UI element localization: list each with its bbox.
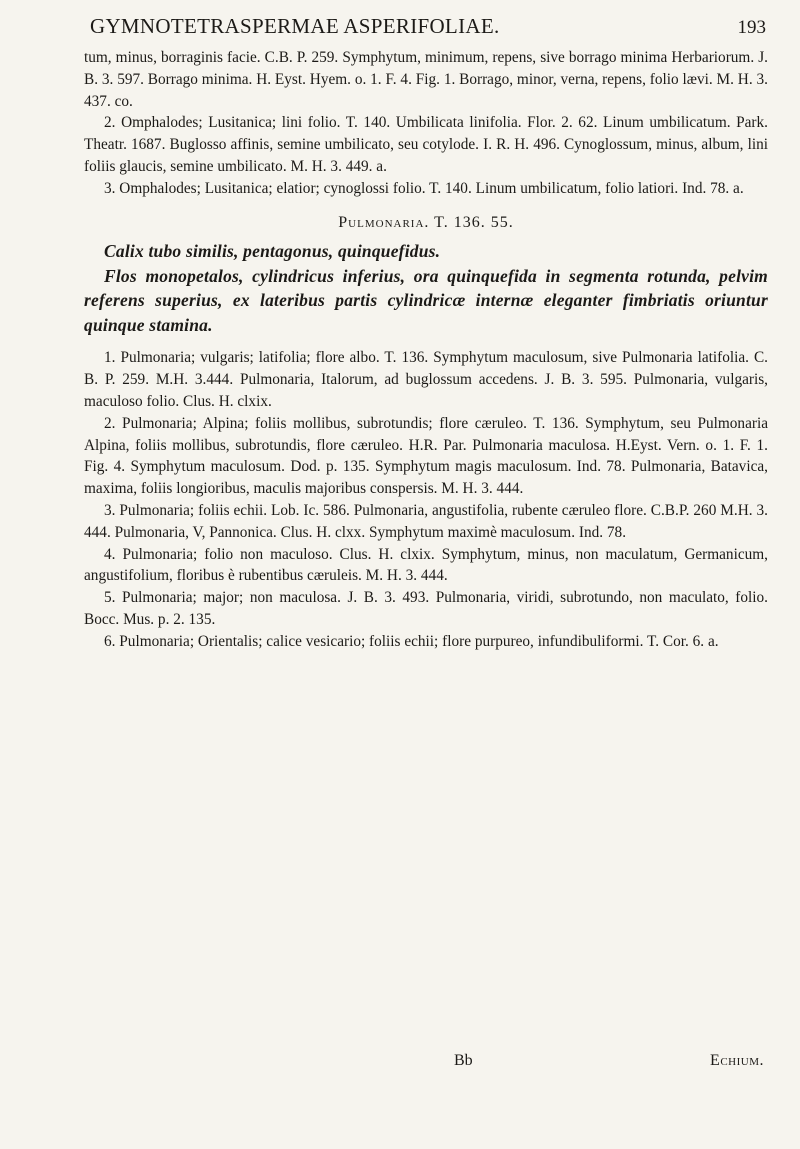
flos-description: Flos monopetalos, cylindricus inferius, ora quinquefida in segmenta rotunda, pelvim referens superius, ex lateribus partis cylindricæ internæ eleganter fimbriatis oriuntur quinque stamina.: [84, 265, 768, 335]
running-head: [90, 14, 766, 39]
continued-entry: tum, minus, borraginis facie. C.B. P. 259. Symphytum, minimum, repens, sive borrago minima Herbariorum. J. B. 3. 597. Borrago minima. H. Eyst. Hyem. o. 1. F. 4. Fig. 1. Borrago, minor, verna, repens, folio lævi. M. H. 3. 437. co.: [84, 49, 768, 110]
species-entry-omphalodes-2: 2. Omphalodes; Lusitanica; lini folio. T. 140. Umbilicata linifolia. Flor. 2. 62. Linum umbilicatum. Park. Theatr. 1687. Buglosso affinis, semine umbilicato, seu cotylode. I. R. H. 496. Cynoglossum, minus, album, lini foliis glaucis, semine umbilicato. M. H. 3. 449. a.: [84, 114, 768, 175]
page-number: 193: [737, 17, 766, 38]
catchword: Echium.: [710, 1052, 764, 1069]
species-entry-pulmonaria-1: 1. Pulmonaria; vulgaris; latifolia; flore albo. T. 136. Symphytum maculosum, sive Pulmonaria latifolia. C. B. P. 259. M.H. 3.444. Pulmonaria, Italorum, ad buglossum accedens. J. B. 3. 595. Pulmonaria, vulgaris, maculoso folio. Clus. H. clxix.: [84, 349, 768, 410]
running-title: GYMNOTETRASPERMAE ASPERIFOLIAE.: [90, 14, 500, 38]
signature-mark: Bb: [454, 1052, 473, 1069]
species-entry-omphalodes-3: 3. Omphalodes; Lusitanica; elatior; cynoglossi folio. T. 140. Linum umbilicatum, folio latiori. Ind. 78. a.: [104, 179, 744, 197]
page-body: [84, 47, 768, 653]
species-entry-pulmonaria-6: 6. Pulmonaria; Orientalis; calice vesicario; foliis echii; flore purpureo, infundibuliformi. T. Cor. 6. a.: [104, 632, 719, 650]
species-entry-pulmonaria-5: 5. Pulmonaria; major; non maculosa. J. B. 3. 493. Pulmonaria, viridi, subrotundo, non maculato, folio. Bocc. Mus. p. 2. 135.: [84, 589, 768, 628]
species-entry-pulmonaria-3: 3. Pulmonaria; foliis echii. Lob. Ic. 586. Pulmonaria, angustifolia, rubente cæruleo flore. C.B.P. 260 M.H. 3. 444. Pulmonaria, V, Pannonica. Clus. H. clxx. Symphytum maximè maculosum. Ind. 78.: [84, 501, 768, 541]
species-entry-pulmonaria-2: 2. Pulmonaria; Alpina; foliis mollibus, subrotundis; flore cæruleo. T. 136. Symphytum, seu Pulmonaria Alpina, foliis mollibus, subrotundis, flore cæruleo. H.R. Par. Pulmonaria maculosa. H.Eyst. Vern. o. 1. F. 1. Fig. 4. Symphytum maculosum. Dod. p. 135. Symphytum magis maculosum. Ind. 78. Pulmonaria, Batavica, maxima, foliis longioribus, maculis majoribus conspersis. M. H. 3. 444.: [84, 414, 768, 498]
genus-heading: Pulmonaria. T. 136. 55.: [338, 213, 514, 231]
page-footer: [84, 1052, 768, 1078]
spacer: [84, 337, 768, 347]
species-entry-pulmonaria-4: 4. Pulmonaria; folio non maculoso. Clus. H. clxix. Symphytum, minus, non maculatum, Germanicum, angustifolium, floribus è rubentibus cæruleis. M. H. 3. 444.: [84, 545, 768, 585]
calix-description: Calix tubo similis, pentagonus, quinquefidus.: [104, 241, 441, 262]
